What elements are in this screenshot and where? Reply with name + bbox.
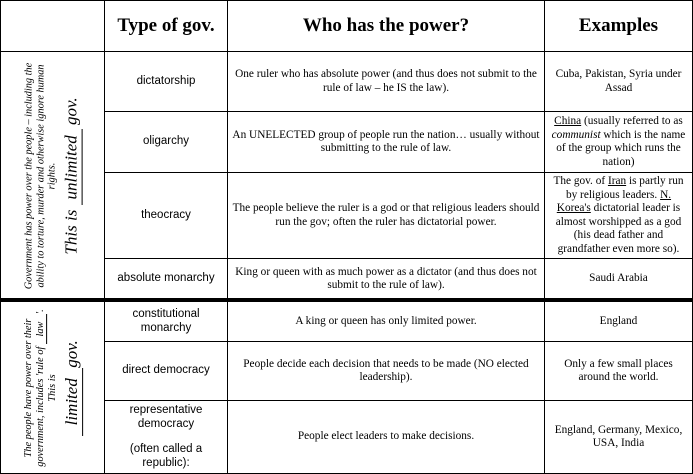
examples-representative-democracy: England, Germany, Mexico, USA, India (544, 400, 693, 474)
who-absolute-monarchy: King or queen with as much power as a dictator (and thus does not submit to the rule of law). (227, 258, 545, 300)
header-who-has-power: Who has the power? (227, 0, 545, 52)
type-direct-democracy: direct democracy (104, 341, 228, 401)
ex-north-korea: N. Korea's (556, 188, 672, 214)
type-representative-democracy-a: representative democracy (129, 404, 203, 430)
who-direct-democracy: People decide each decision that needs to be made (NO elected leadership). (227, 341, 545, 401)
ex-iran: Iran (607, 175, 627, 187)
type-representative-democracy (104, 400, 228, 474)
limited-blank: limited (61, 367, 82, 435)
who-dictatorship: One ruler who has absolute power (and thus does not submit to the rule of law – he IS the law). (227, 51, 545, 112)
type-constitutional-monarchy: constitutional monarchy (104, 301, 228, 342)
header-corner-cell (0, 0, 105, 52)
unlimited-note: Government has power over the people – including the ability to torture, murder and otherwise ignore human rights. (23, 62, 58, 289)
who-oligarchy: An UNELECTED group of people run the nation… usually without submitting to the rule of law. (227, 111, 545, 173)
examples-oligarchy: China (usually referred to as communist which is the name of the group which runs the nation) (544, 111, 693, 173)
unlimited-this-is: This is (60, 209, 80, 255)
limited-note-c: '. This is (34, 308, 58, 402)
limited-note-b: 'rule of (34, 346, 46, 376)
limited-gov-side-label (0, 301, 105, 474)
unlimited-blank: unlimited (61, 129, 82, 205)
examples-theocracy: The gov. of Iran is partly run by religious leaders. N. Korea's dictatorial leader is almost worshipped as a god (his dead father and grandfather even more so). (544, 172, 693, 259)
header-examples: Examples (544, 0, 693, 52)
type-dictatorship: dictatorship (104, 51, 228, 112)
ex-china: China (554, 115, 582, 127)
type-absolute-monarchy: absolute monarchy (104, 258, 228, 300)
who-theocracy: The people believe the ruler is a god or that religious leaders should run the gov; often the ruler has dictatorial power. (227, 172, 545, 259)
type-theocracy: theocracy (104, 172, 228, 259)
limited-note-a: The people have power over their government, includes (22, 318, 46, 467)
examples-direct-democracy: Only a few small places around the world. (544, 341, 693, 401)
ex-communist: communist (551, 128, 601, 141)
who-representative-democracy: People elect leaders to make decisions. (227, 400, 545, 474)
examples-dictatorship: Cuba, Pakistan, Syria under Assad (544, 51, 693, 112)
who-constitutional-monarchy: A king or queen has only limited power. (227, 301, 545, 342)
type-representative-democracy-b: (often called a republic): (129, 443, 203, 469)
header-type: Type of gov. (104, 0, 228, 52)
limited-note-blank: law (34, 314, 47, 344)
examples-constitutional-monarchy: England (544, 301, 693, 342)
unlimited-gov-side-label (0, 51, 105, 300)
unlimited-gov-word: gov. (60, 96, 80, 125)
limited-gov-word: gov. (61, 339, 81, 368)
examples-absolute-monarchy: Saudi Arabia (544, 258, 693, 300)
type-oligarchy: oligarchy (104, 111, 228, 173)
